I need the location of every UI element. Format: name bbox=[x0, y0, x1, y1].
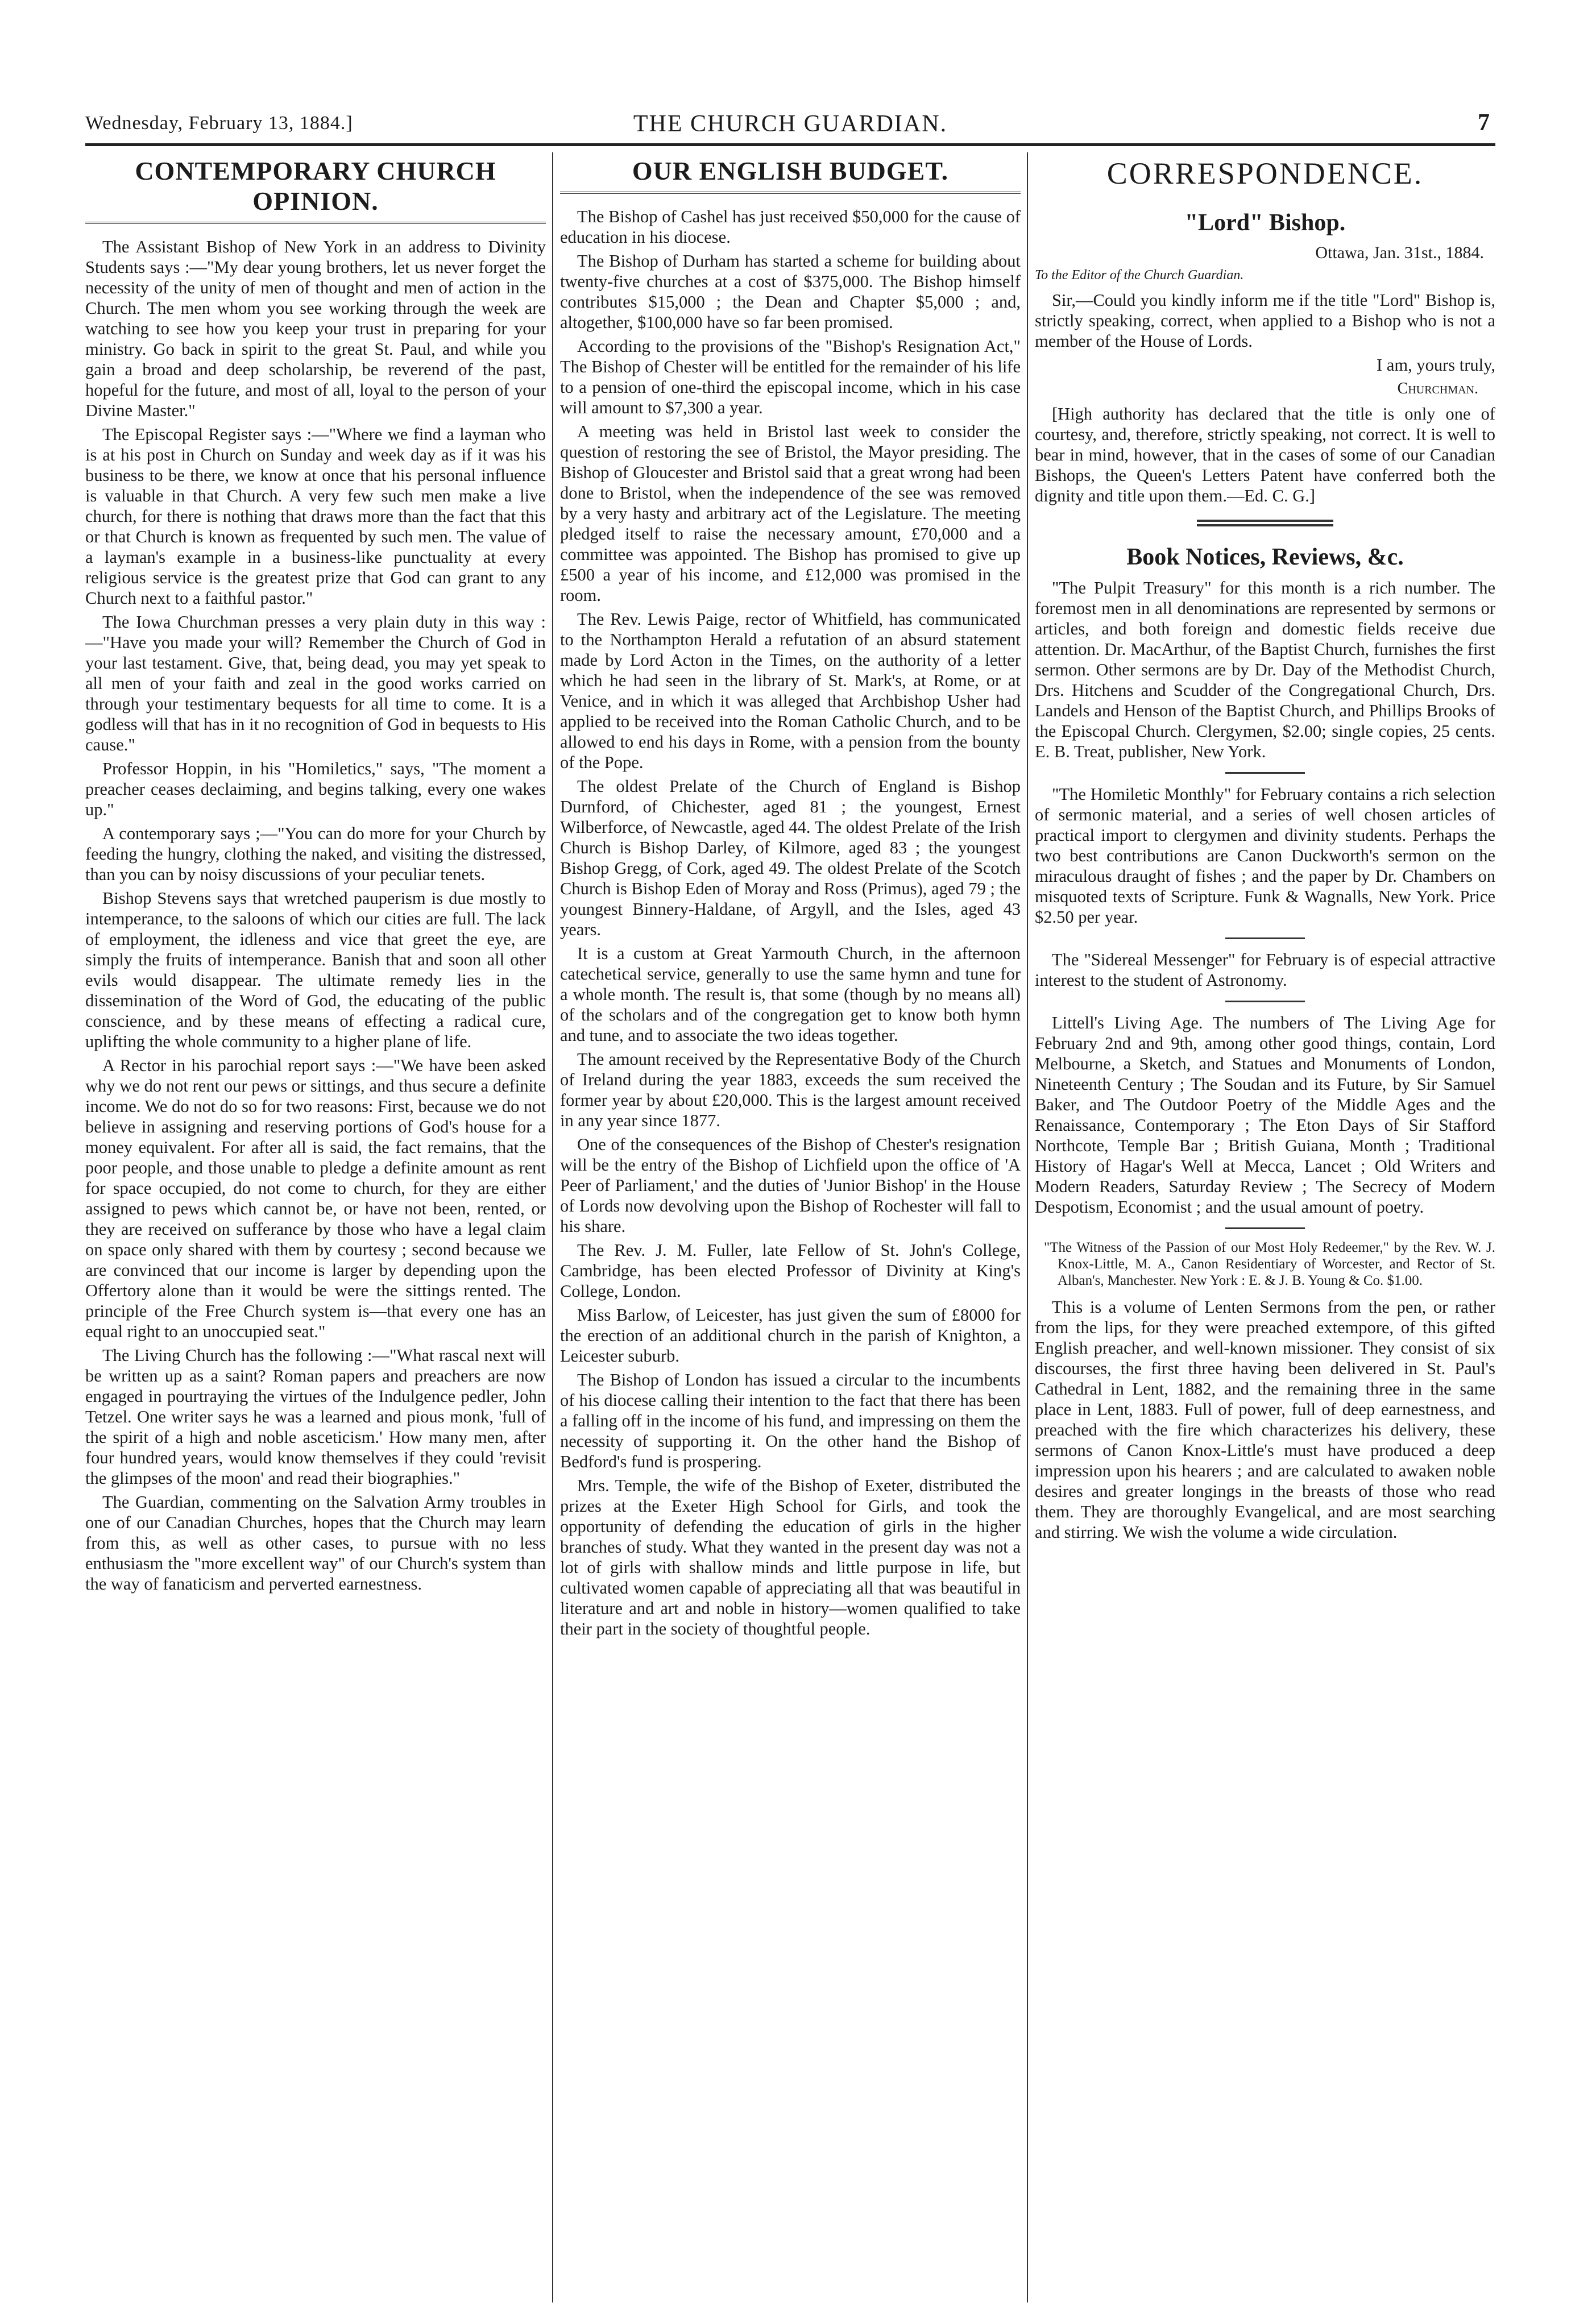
section-heading: CORRESPONDENCE. bbox=[1106, 156, 1424, 190]
rule-divider bbox=[1225, 1227, 1305, 1229]
section-heading: CONTEMPORARY CHURCH OPINION. bbox=[85, 152, 546, 224]
issue-date: Wednesday, February 13, 1884.] bbox=[85, 113, 353, 134]
page-number: 7 bbox=[1478, 110, 1490, 136]
article-paragraph: The Bishop of Durham has started a scheme for building about twenty-five churches at a cost of $375,000. The Bishop himself contributes $15,000 ; the Dean and Chapter $5,000 ; and, altogether, $100,000 have so far been promised. bbox=[560, 251, 1021, 332]
review-paragraph: "The Homiletic Monthly" for February contains a rich selection of sermonic material, and a series of well chosen articles of practical import to clergymen and divinity students. Perhaps the two best contributions are Canon Duckworth's sermon on the miraculous draught of fishes ; and the paper by Dr. Chambers on misquoted texts of Scripture. Funk & Wagnalls, New York. Price $2.50 per year. bbox=[1035, 785, 1495, 927]
article-paragraph: The Episcopal Register says :—"Where we find a layman who is at his post in Church on Sunday and week day as if it was his business to be there, we know at once that his personal influence is valuable in that Church. A very few such men make a live church, for there is nothing that draws more than the fact that this or that Church is known as frequented by such men. The value of a layman's example in a business-like punctuality at every religious service is the greatest prize that God can grant to any Church next to a faithful pastor." bbox=[85, 425, 546, 608]
rule-divider bbox=[1225, 937, 1305, 939]
article-paragraph: The Bishop of Cashel has just received $50,000 for the cause of education in his diocese. bbox=[560, 207, 1021, 247]
review-paragraph: The "Sidereal Messenger" for February is of especial attractive interest to the student of Astronomy. bbox=[1035, 950, 1495, 990]
article-paragraph: According to the provisions of the "Bishop's Resignation Act," The Bishop of Chester will be entitled for the remainder of his life to a pension of one-third the episcopal income, which in his case will amount to $7,300 a year. bbox=[560, 337, 1021, 417]
letter-title: "Lord" Bishop. bbox=[1184, 210, 1346, 236]
letter-addressee: To the Editor of the Church Guardian. bbox=[1035, 268, 1244, 283]
review-paragraph: "The Pulpit Treasury" for this month is a rich number. The foremost men in all denominations are represented by sermons or articles, and both foreign and domestic fields receive due attention. Dr. MacArthur, of the Baptist Church, furnishes the first sermon. Other sermons are by Dr. Day of the Methodist Church, Drs. Hitchens and Scudder of the Congregational Church, Drs. Landels and Henson of the Baptist Church, and Phillips Brooks of the Episcopal Church. Clergymen, $2.00; single copies, 25 cents. E. B. Treat, publisher, New York. bbox=[1035, 578, 1495, 761]
column-divider bbox=[1027, 152, 1028, 2302]
letter-closing: I am, yours truly, bbox=[1377, 355, 1495, 375]
article-paragraph: The Assistant Bishop of New York in an address to Divinity Students says :—"My dear young brothers, let us never forget the necessity of the unity of men of thought and men of action in the Church. The men whom you see working through the week are watching to see how you keep your trust in preparing for your ministry. Go back in spirit to the great St. Paul, and while you gain a broad and deep scholarship, be reverend of the past, hopeful for the future, and most of all, loyal to the person of your Divine Master." bbox=[85, 237, 546, 420]
article-paragraph: Miss Barlow, of Leicester, has just given the sum of £8000 for the erection of an additional church in the parish of Knighton, a Leicester suburb. bbox=[560, 1305, 1021, 1366]
article-paragraph: A contemporary says ;—"You can do more for your Church by feeding the hungry, clothing the naked, and visiting the distressed, than you can by noisy discussions of your peculiar tenets. bbox=[85, 824, 546, 884]
article-paragraph: The Guardian, commenting on the Salvation Army troubles in one of our Canadian Churches, hopes that the Church may learn from this, as well as other cases, to pursue with no less enthusiasm the "more excellent way" of our Church's system than the way of fanaticism and perverted earnestness. bbox=[85, 1492, 546, 1594]
article-paragraph: The Iowa Churchman presses a very plain duty in this way :—"Have you made your will? Remember the Church of God in your last testament. Give, that, being dead, you may yet speak to all men of your faith and zeal in the good works carried on through your testimentary bequests for all time to come. It is a godless will that has in it no recognition of God in bequests to His cause." bbox=[85, 612, 546, 754]
section-divider bbox=[1197, 520, 1333, 526]
article-paragraph: The Bishop of London has issued a circular to the incumbents of his diocese calling their intention to the fact that there has been a falling off in the income of his fund, and impressing on them the necessity of supporting it. On the other hand the Bishop of Bedford's fund is prospering. bbox=[560, 1370, 1021, 1471]
column-church-opinion bbox=[85, 152, 546, 2302]
columns bbox=[85, 152, 1495, 2302]
section-heading: OUR ENGLISH BUDGET. bbox=[560, 152, 1021, 194]
article-paragraph: One of the consequences of the Bishop of Chester's resignation will be the entry of the Bishop of Lichfield upon the office of 'A Peer of Parliament,' and the duties of 'Junior Bishop' in the House of Lords now devolving upon the Bishop of Rochester will fall to his share. bbox=[560, 1135, 1021, 1236]
rule-divider bbox=[1225, 1001, 1305, 1002]
page-header bbox=[85, 108, 1495, 146]
rule-divider bbox=[1225, 772, 1305, 774]
article-paragraph: It is a custom at Great Yarmouth Church, in the afternoon catechetical service, generally to use the same hymn and tune for a whole month. The result is, that some (though by no means all) of the scholars and of the congregation get to know both hymn and tune, and to associate the two ideas together. bbox=[560, 944, 1021, 1045]
article-paragraph: Bishop Stevens says that wretched pauperism is due mostly to intemperance, to the saloons of which our cities are full. The lack of employment, the idleness and vice that greet the eye, are simply the fruits of intemperance. Banish that and soon all other evils would disappear. The ultimate remedy lies in the dissemination of the Word of God, the educating of the public conscience, and by these means of effecting a radical cure, uplifting the whole community to a higher plane of life. bbox=[85, 889, 546, 1051]
book-citation: "The Witness of the Passion of our Most Holy Redeemer," by the Rev. W. J. Knox-Little, M. A., Canon Residentiary of Worcester, and Rector of St. Alban's, Manchester. New York : E. & J. B. Young & Co. $1.00. bbox=[1044, 1240, 1495, 1288]
letter-body: Sir,—Could you kindly inform me if the title "Lord" Bishop is, strictly speaking, correct, when applied to a Bishop who is not a member of the House of Lords. bbox=[1035, 291, 1495, 351]
books-heading: Book Notices, Reviews, &c. bbox=[1126, 544, 1404, 570]
article-paragraph: Professor Hoppin, in his "Homiletics," says, "The moment a preacher ceases declaiming, and begins talking, every one wakes up." bbox=[85, 759, 546, 819]
article-paragraph: Mrs. Temple, the wife of the Bishop of Exeter, distributed the prizes at the Exeter High School for Girls, and took the opportunity of defending the education of girls in the higher branches of study. What they wanted in the present day was not a lot of girls with shallow minds and little purpose in life, but cultivated women capable of appreciating all that was beautiful in literature and art and noble in history—women qualified to take their part in the society of thoughtful people. bbox=[560, 1476, 1021, 1638]
letter-signature: Churchman. bbox=[1397, 380, 1478, 397]
article-paragraph: The Living Church has the following :—"What rascal next will be written up as a saint? Roman papers and preachers are now engaged in pourtraying the virtues of the Indulgence pedler, John Tetzel. One writer says he was a learned and pious monk, 'full of the spirit of a high and noble asceticism.' How many men, after four hundred years, would know themselves if they could 'revisit the glimpses of the moon' and read their biographies." bbox=[85, 1346, 546, 1488]
newspaper-title: THE CHURCH GUARDIAN. bbox=[633, 111, 948, 137]
article-paragraph: A meeting was held in Bristol last week to consider the question of restoring the see of Bristol, the Mayor presiding. The Bishop of Gloucester and Bristol said that a great wrong had been done to Bristol, when the independence of the see was removed by a very hasty and arbitrary act of the Legislature. The meeting pledged itself to raise the necessary amount, £70,000 and a committee was appointed. The Bishop has promised to give up £500 a year of his income, and £12,000 was promised in the room. bbox=[560, 422, 1021, 605]
column-correspondence bbox=[1035, 152, 1495, 2302]
newspaper-page bbox=[85, 108, 1495, 2302]
article-paragraph: The amount received by the Representative Body of the Church of Ireland during the year 1883, exceeds the sum received the former year by about £20,000. This is the largest amount received in any year since 1877. bbox=[560, 1049, 1021, 1130]
article-paragraph: The Rev. Lewis Paige, rector of Whitfield, has communicated to the Northampton Herald a refutation of an absurd statement made by Lord Acton in the Times, on the authority of a letter which he had seen in the library of St. Mark's, at Rome, or at Venice, and in which it was alleged that Archbishop Usher had applied to be received into the Roman Catholic Church, and to be allowed to end his days in Rome, with a pension from the bounty of the Pope. bbox=[560, 609, 1021, 772]
article-paragraph: The oldest Prelate of the Church of England is Bishop Durnford, of Chichester, aged 81 ; the youngest, Ernest Wilberforce, of Newcastle, aged 44. The oldest Prelate of the Irish Church is Bishop Darley, of Kilmore, aged 83 ; the youngest Bishop Gregg, of Cork, aged 49. The oldest Prelate of the Scotch Church is Bishop Eden of Moray and Ross (Primus), aged 79 ; the youngest Binnery-Haldane, of Argyll, and the Isles, aged 43 years. bbox=[560, 777, 1021, 939]
article-paragraph: The Rev. J. M. Fuller, late Fellow of St. John's College, Cambridge, has been elected Professor of Divinity at King's College, London. bbox=[560, 1241, 1021, 1301]
article-paragraph: A Rector in his parochial report says :—"We have been asked why we do not rent our pews or sittings, and thus secure a definite income. We do not do so for two reasons: First, because we do not believe in assigning and reserving portions of God's house for a money equivalent. For after all is said, the fact remains, that the poor people, and those unable to pledge a definite amount as rent for space occupied, do not come to church, for they are either assigned to pews which cannot be, or have not been, rented, or they are received on sufferance by those who have a legal claim on space only shared with them by courtesy ; second because we are convinced that our income is larger by depending upon the Offertory alone than it would be were the sittings rented. The principle of the Free Church system is—that every one has an equal right to an unoccupied seat." bbox=[85, 1056, 546, 1341]
letter-dateline: Ottawa, Jan. 31st., 1884. bbox=[1315, 243, 1484, 262]
review-paragraph: This is a volume of Lenten Sermons from the pen, or rather from the lips, for they were preached extempore, of this gifted English preacher, and well-known missioner. They consist of six discourses, the first three having been delivered in St. Paul's Cathedral in Lent, 1882, and the remaining three in the same place in Lent, 1883. Full of power, full of deep earnestness, and preached with the fire which characterizes his delivery, these sermons of Canon Knox-Little's must have produced a deep impression upon his hearers ; and are calculated to awaken noble desires and greater longings in the breasts of those who read them. They are thoroughly Evangelical, and are most searching and stirring. We wish the volume a wide circulation. bbox=[1035, 1297, 1495, 1542]
editor-reply: [High authority has declared that the title is only one of courtesy, and, therefore, strictly speaking, not correct. It is well to bear in mind, however, that in the cases of some of our Canadian Bishops, the Queen's Letters Patent have conferred both the dignity and title upon them.—Ed. C. G.] bbox=[1035, 404, 1495, 505]
review-paragraph: Littell's Living Age. The numbers of The Living Age for February 2nd and 9th, among other good things, contain, Lord Melbourne, a Sketch, and Statues and Monuments of London, Nineteenth Century ; The Soudan and its Future, by Sir Samuel Baker, and The Outdoor Poetry of the Middle Ages and the Renaissance, Contemporary ; The Eton Days of Sir Stafford Northcote, Temple Bar ; British Guiana, Month ; Traditional History of Hagar's Well at Mecca, Lancet ; Old Writers and Modern Readers, Saturday Review ; The Secrecy of Modern Despotism, Economist ; and the usual amount of poetry. bbox=[1035, 1013, 1495, 1217]
column-english-budget bbox=[560, 152, 1021, 2302]
column-divider bbox=[552, 152, 553, 2302]
